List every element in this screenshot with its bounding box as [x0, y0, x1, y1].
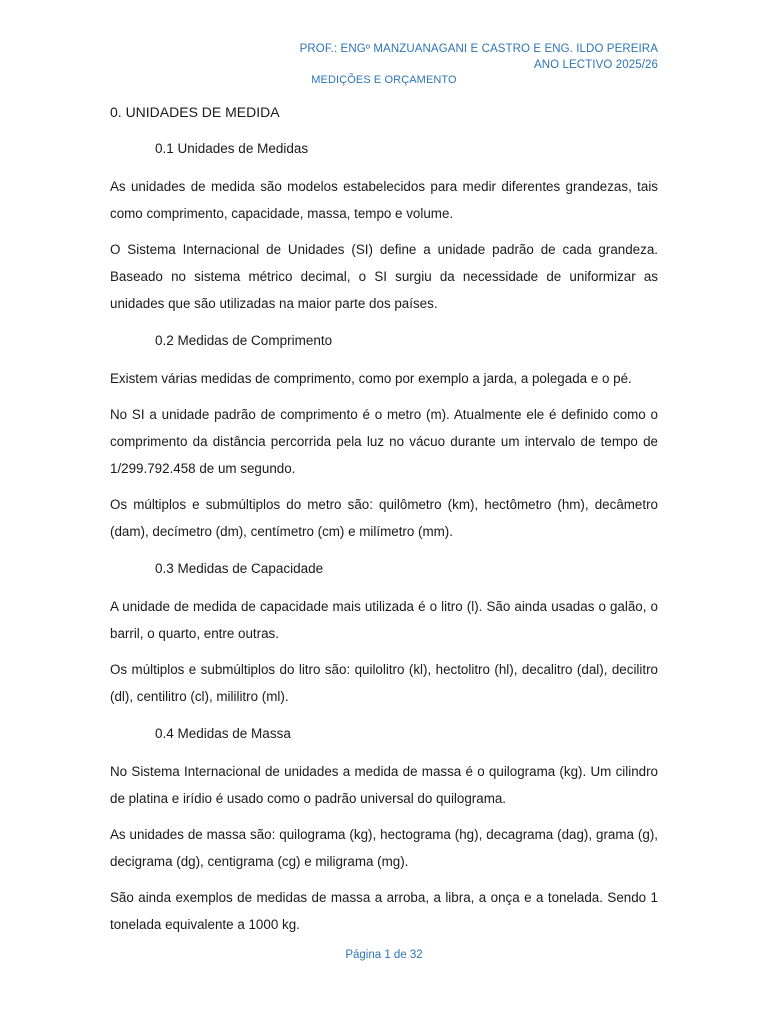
paragraph: No SI a unidade padrão de comprimento é o metro (m). Atualmente ele é definido como o comprimento da distância percorrida pela luz no vácuo durante um intervalo de tempo de 1/299.792.458 de um segundo. — [110, 407, 658, 476]
subsection-title-capacity: 0.3 Medidas de Capacidade — [155, 561, 324, 576]
header-course: MEDIÇÕES E ORÇAMENTO — [311, 74, 457, 86]
page-number: Página 1 de 32 — [345, 949, 423, 961]
paragraph: No Sistema Internacional de unidades a medida de massa é o quilograma (kg). Um cilindro de platina e irídio é usado como o padrão universal do quilograma. — [110, 764, 658, 806]
paragraph: São ainda exemplos de medidas de massa a arroba, a libra, a onça e a tonelada. Sendo 1 tonelada equivalente a 1000 kg. — [110, 890, 658, 932]
paragraph: Os múltiplos e submúltiplos do litro são: quilolitro (kl), hectolitro (hl), decalitro (dal), decilitro (dl), centilitro (cl), mililitro (ml). — [110, 662, 658, 704]
section-title: 0. UNIDADES DE MEDIDA — [110, 104, 280, 120]
subsection-title-length: 0.2 Medidas de Comprimento — [155, 333, 333, 348]
paragraph: Existem várias medidas de comprimento, como por exemplo a jarda, a polegada e o pé. — [110, 371, 632, 386]
paragraph: O Sistema Internacional de Unidades (SI) define a unidade padrão de cada grandeza. Baseado no sistema métrico decimal, o SI surgiu da necessidade de uniformizar as unidades que são utilizadas na maior parte dos países. — [110, 242, 658, 311]
header-year: ANO LECTIVO 2025/26 — [534, 59, 658, 71]
paragraph: As unidades de medida são modelos estabelecidos para medir diferentes grandezas, tais como comprimento, capacidade, massa, tempo e volume. — [110, 179, 658, 221]
subsection-title-mass: 0.4 Medidas de Massa — [155, 726, 291, 741]
page-body — [110, 101, 658, 938]
paragraph: A unidade de medida de capacidade mais utilizada é o litro (l). São ainda usadas o galão, o barril, o quarto, entre outras. — [110, 599, 658, 641]
paragraph: Os múltiplos e submúltiplos do metro são: quilômetro (km), hectômetro (hm), decâmetro (dam), decímetro (dm), centímetro (cm) e milímetro (mm). — [110, 497, 658, 539]
header-author: PROF.: ENGº MANZUANAGANI E CASTRO E ENG. ILDO PEREIRA — [299, 43, 658, 55]
subsection-title-units: 0.1 Unidades de Medidas — [155, 141, 309, 156]
paragraph: As unidades de massa são: quilograma (kg), hectograma (hg), decagrama (dag), grama (g), decigrama (dg), centigrama (cg) e miligrama (mg). — [110, 827, 658, 869]
